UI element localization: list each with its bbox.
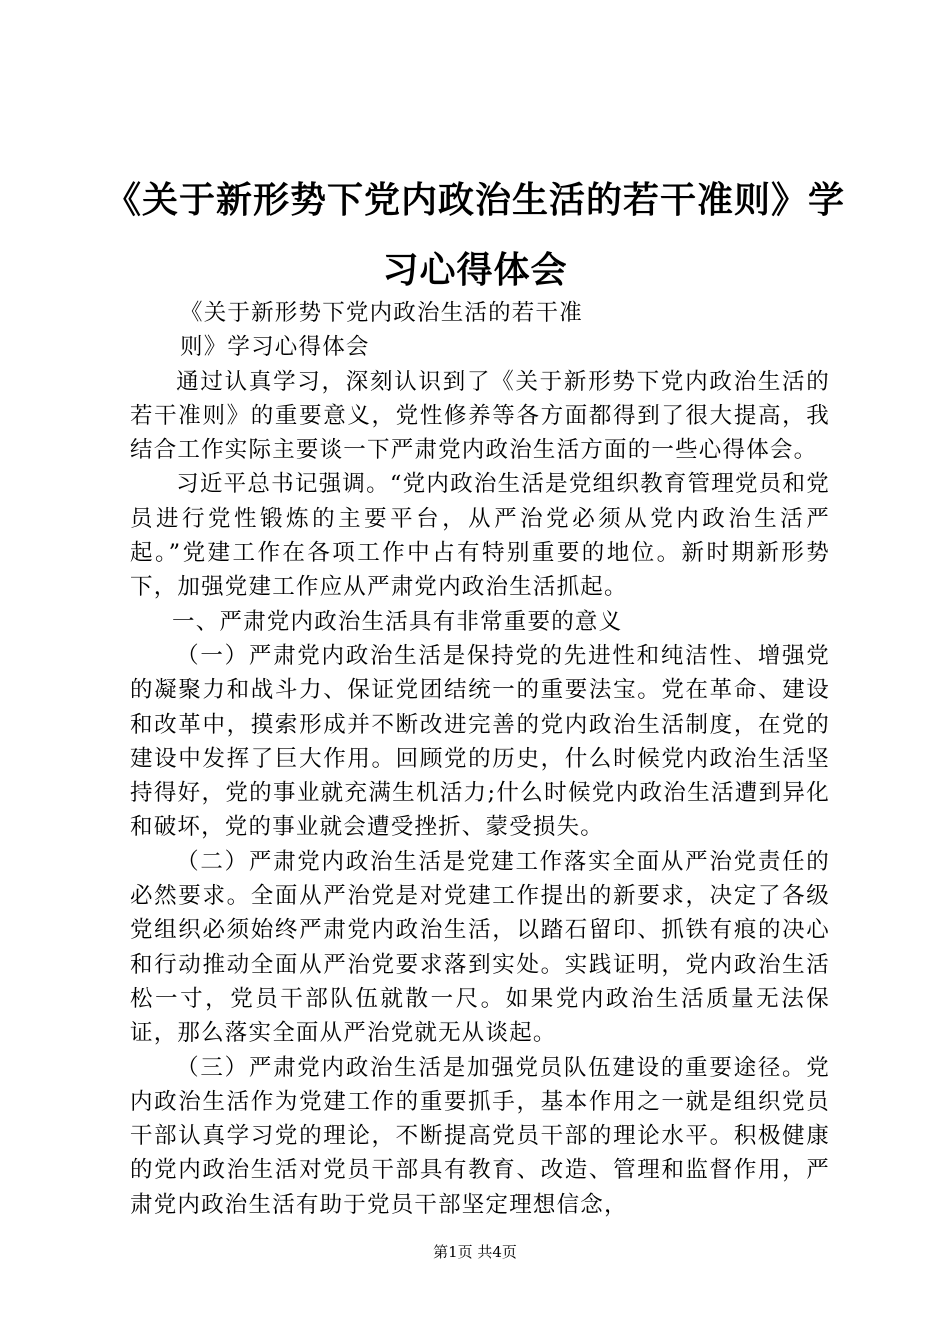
paragraph-intro: 通过认真学习，深刻认识到了《关于新形势下党内政治生活的若干准则》的重要意义，党性修养等各方面都得到了很大提高，我结合工作实际主要谈一下严肃党内政治生活方面的一些心得体会。 — [130, 368, 830, 464]
document-title: 《关于新形势下党内政治生活的若干准则》学习心得体会 — [104, 180, 845, 291]
subtitle-line-1: 《关于新形势下党内政治生活的若干准 — [180, 300, 583, 326]
page-number-footer: 第1页 共4页 — [433, 1243, 517, 1261]
paragraph-point-3: （三）严肃党内政治生活是加强党员队伍建设的重要途径。党内政治生活作为党建工作的重要抓手，基本作用之一就是组织党员干部认真学习党的理论，不断提高党员干部的理论水平。积极健康的党内政治生活对党员干部具有教育、改造、管理和监督作用，严肃党内政治生活有助于党员干部坚定理想信念， — [130, 1054, 830, 1218]
paragraph-point-2: （二）严肃党内政治生活是党建工作落实全面从严治党责任的必然要求。全面从严治党是对党建工作提出的新要求，决定了各级党组织必须始终严肃党内政治生活，以踏石留印、抓铁有痕的决心和行动推动全面从严治党要求落到实处。实践证明，党内政治生活松一寸，党员干部队伍就散一尺。如果党内政治生活质量无法保证，那么落实全面从严治党就无从谈起。 — [130, 848, 830, 1047]
paragraph-point-1: （一）严肃党内政治生活是保持党的先进性和纯洁性、增强党的凝聚力和战斗力、保证党团结统一的重要法宝。党在革命、建设和改革中，摸索形成并不断改进完善的党内政治生活制度，在党的建设中发挥了巨大作用。回顾党的历史，什么时候党内政治生活坚持得好，党的事业就充满生机活力;什么时候党内政治生活遭到异化和破坏，党的事业就会遭受挫折、蒙受损失。 — [130, 642, 830, 841]
section-heading-1: 一、严肃党内政治生活具有非常重要的意义 — [172, 608, 623, 635]
subtitle-line-2: 则》学习心得体会 — [180, 334, 370, 361]
document-body — [130, 296, 830, 1222]
paragraph-quote: 习近平总书记强调。“党内政治生活是党组织教育管理党员和党员进行党性锻炼的主要平台，从严治党必须从党内政治生活严起。”党建工作在各项工作中占有特别重要的地位。新时期新形势下，加强党建工作应从严肃党内政治生活抓起。 — [130, 471, 830, 601]
